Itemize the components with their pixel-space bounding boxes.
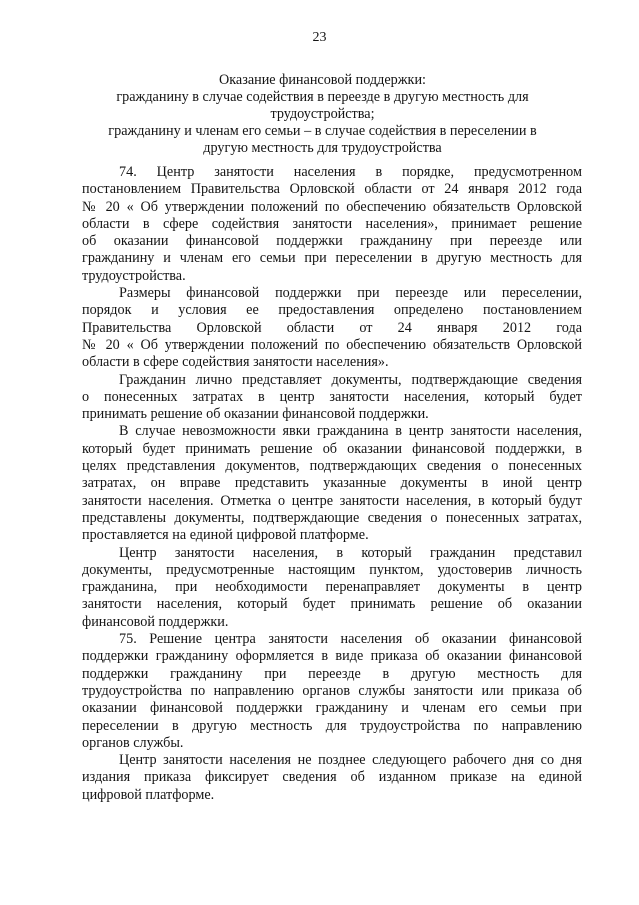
paragraph	[82, 423, 582, 544]
paragraph	[82, 545, 582, 631]
paragraph	[82, 285, 582, 371]
paragraph-line: принимать решение об оказании финансовой поддержки.	[82, 406, 429, 423]
paragraph-line: об оказании финансовой поддержки гражданину при переезде или	[82, 233, 582, 250]
paragraph-line: порядок и условия ее предоставления определено постановлением	[82, 302, 582, 319]
paragraph-line: 74. Центр занятости населения в порядке, предусмотренном	[119, 164, 582, 180]
paragraph-line: издания приказа фиксирует сведения об изданном приказе на единой	[82, 769, 582, 786]
paragraph-line: Гражданин лично представляет документы, подтверждающие сведения	[119, 371, 582, 388]
heading-line: гражданину в случае содействия в переезде в другую местность для	[116, 89, 529, 105]
paragraph-line: органов службы.	[82, 734, 184, 751]
paragraph-line: № 20 « Об утверждении положений по обеспечению обязательств Орловской	[82, 336, 582, 353]
paragraph-line: занятости населения, который будет принимать решение об оказании	[82, 596, 582, 613]
document-body	[82, 164, 582, 804]
paragraph-line: переселении в другую местность для трудоустройства по направлению	[82, 717, 582, 734]
paragraph-line: Размеры финансовой поддержки при переезде или переселении,	[119, 285, 582, 302]
paragraph-line: В случае невозможности явки гражданина в центр занятости населения,	[119, 423, 582, 440]
paragraph-line: Центр занятости населения, в который гражданин представил	[119, 544, 582, 561]
paragraph-line: 75. Решение центра занятости населения об оказании финансовой	[119, 631, 582, 648]
paragraph-line: оказании финансовой поддержки гражданину и членам его семьи при	[82, 700, 582, 717]
paragraph	[82, 372, 582, 424]
heading-line: другую местность для трудоустройства	[203, 140, 442, 156]
paragraph-line: Правительства Орловской области от 24 января 2012 года	[82, 319, 582, 336]
paragraph-line: постановлением Правительства Орловской области от 24 января 2012 года	[82, 181, 582, 198]
paragraph-line: области в сфере содействия занятости населения», принимает решение	[82, 215, 582, 232]
paragraph-line: Центр занятости населения не позднее следующего рабочего дня со дня	[119, 752, 582, 769]
paragraph-line: цифровой платформе.	[82, 786, 215, 803]
paragraph-line: документы, предусмотренные настоящим пунктом, удостоверив личность	[82, 561, 582, 578]
paragraph-line: поддержки гражданину при переезде в другую местность для	[82, 665, 582, 682]
paragraph-line: трудоустройства по направлению органов службы занятости или приказа об	[82, 682, 582, 699]
paragraph	[82, 164, 582, 285]
paragraph-line: целях представления документов, подтверждающих сведения о понесенных	[82, 458, 582, 475]
paragraph-line: № 20 « Об утверждении положений по обеспечению обязательств Орловской	[82, 198, 582, 215]
paragraph-line: затратах, он вправе представить указанные документы в иной центр	[82, 475, 582, 492]
heading-line: трудоустройства;	[270, 106, 375, 122]
paragraph-line: области в сфере содействия занятости населения».	[82, 354, 389, 371]
heading-line: гражданину и членам его семьи – в случае содействия в переселении в	[108, 123, 537, 139]
heading-line: Оказание финансовой поддержки:	[219, 72, 426, 88]
paragraph-line: финансовой поддержки.	[82, 613, 229, 630]
paragraph-line: гражданину и членам его семьи при переселении в другую местность для	[82, 250, 582, 267]
paragraph-line: трудоустройства.	[82, 267, 186, 284]
paragraph-line: проставляется на единой цифровой платформе.	[82, 527, 369, 544]
section-heading	[60, 72, 585, 157]
paragraph-line: представлены документы, подтверждающие сведения о понесенных затратах,	[82, 509, 582, 526]
paragraph-line: о понесенных затратах в центр занятости населения, который будет	[82, 388, 582, 405]
paragraph	[82, 752, 582, 804]
paragraph	[82, 631, 582, 752]
page-number: 23	[312, 30, 327, 45]
paragraph-line: занятости населения. Отметка о центре занятости населения, в который будут	[82, 492, 582, 509]
paragraph-line: гражданина, при необходимости перенаправляет документы в центр	[82, 579, 582, 596]
paragraph-line: поддержки гражданину оформляется в виде приказа об оказании финансовой	[82, 648, 582, 665]
paragraph-line: который будет принимать решение об оказании финансовой поддержки, в	[82, 440, 582, 457]
